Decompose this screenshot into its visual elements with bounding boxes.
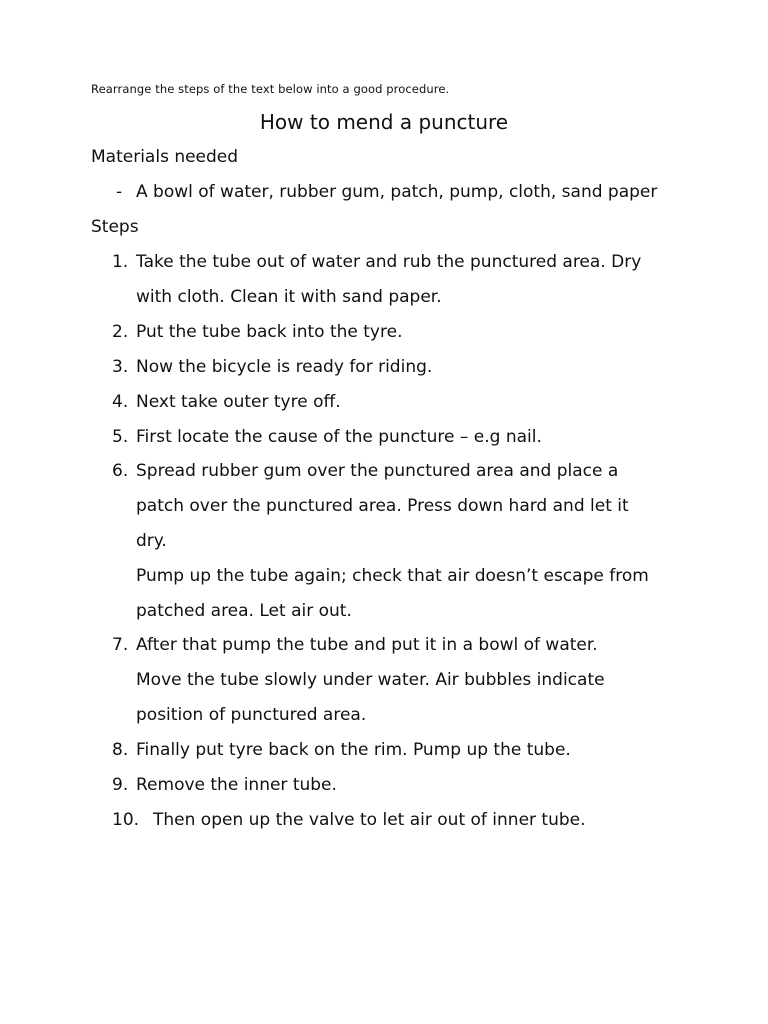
step-text xyxy=(136,628,696,733)
step-text xyxy=(136,733,696,768)
step-line: Next take outer tyre off. xyxy=(136,392,341,412)
step-text xyxy=(136,245,696,315)
step-number: 6. xyxy=(112,461,129,481)
step-line: Then open up the valve to let air out of inner tube. xyxy=(153,810,586,830)
step-number: 8. xyxy=(112,740,129,760)
materials-item-text: A bowl of water, rubber gum, patch, pump, cloth, sand paper xyxy=(136,182,658,202)
step-text xyxy=(153,803,713,838)
step-line: After that pump the tube and put it in a bowl of water. xyxy=(136,635,598,655)
step-number: 4. xyxy=(112,392,129,412)
step-number: 7. xyxy=(112,635,129,655)
step-number: 2. xyxy=(112,322,129,342)
step-text xyxy=(136,454,696,629)
instruction-text: Rearrange the steps of the text below into a good procedure. xyxy=(91,82,450,96)
step-line: Pump up the tube again; check that air doesn’t escape from xyxy=(136,566,649,586)
step-line: Take the tube out of water and rub the punctured area. Dry xyxy=(136,252,642,272)
materials-list-item xyxy=(116,182,657,202)
step-number: 1. xyxy=(112,252,129,272)
step-text xyxy=(136,315,696,350)
step-number: 5. xyxy=(112,427,129,447)
step-text xyxy=(136,350,696,385)
step-line: Move the tube slowly under water. Air bubbles indicate xyxy=(136,670,605,690)
step-line: Remove the inner tube. xyxy=(136,775,337,795)
step-line: patched area. Let air out. xyxy=(136,601,352,621)
step-line: Put the tube back into the tyre. xyxy=(136,322,403,342)
step-number: 9. xyxy=(112,775,129,795)
materials-label: Materials needed xyxy=(91,147,239,167)
step-line: Finally put tyre back on the rim. Pump up the tube. xyxy=(136,740,571,760)
step-line: Spread rubber gum over the punctured area and place a xyxy=(136,461,619,481)
step-line: position of punctured area. xyxy=(136,705,367,725)
step-line: patch over the punctured area. Press down hard and let it xyxy=(136,496,629,516)
step-text xyxy=(136,768,696,803)
step-number: 3. xyxy=(112,357,129,377)
step-number: 10. xyxy=(112,810,140,830)
step-line: dry. xyxy=(136,531,167,551)
step-line: First locate the cause of the puncture – e.g nail. xyxy=(136,427,542,447)
step-line: with cloth. Clean it with sand paper. xyxy=(136,287,442,307)
page-title: How to mend a puncture xyxy=(259,110,509,134)
steps-label: Steps xyxy=(91,217,139,237)
step-text xyxy=(136,385,696,420)
step-text xyxy=(136,420,696,455)
step-line: Now the bicycle is ready for riding. xyxy=(136,357,433,377)
list-dash: - xyxy=(116,182,123,202)
